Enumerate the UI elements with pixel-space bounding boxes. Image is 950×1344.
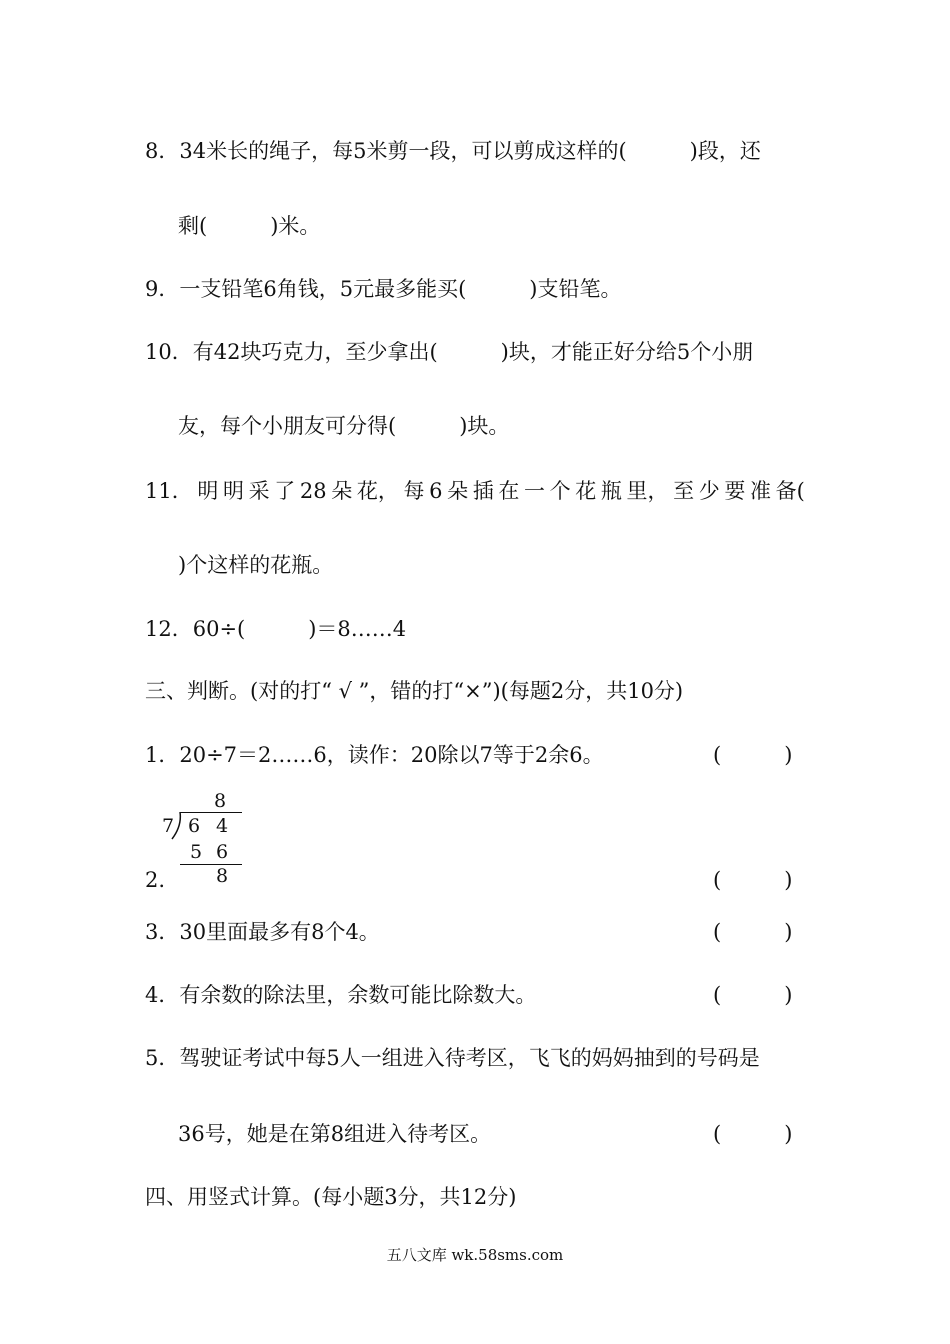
judge-question-5-line2: 36号，她是在第8组进入待考区。 [178,1122,492,1146]
q11-part: 朵 [331,479,353,503]
q11-part: 明 [197,479,219,503]
q11-part: 花， [356,479,399,503]
division-bar [180,812,242,813]
question-10-line2: 友，每个小朋友可分得( )块。 [178,414,510,438]
dividend-digit: 4 [216,815,229,837]
answer-paren-5[interactable]: ( ) [713,1122,793,1146]
q11-part: 采 [248,479,270,503]
q11-part: 一 [523,479,545,503]
q11-part: 备( [775,479,805,503]
judge-question-1: 1．20÷7＝2……6，读作：20除以7等于2余6。 [145,743,604,767]
q11-part: 朵 [447,479,469,503]
quotient-digit: 8 [214,790,227,812]
q11-part: 在 [498,479,520,503]
judge-question-2-label: 2. [145,868,166,892]
divisor-digit: 7 [162,815,175,837]
question-11-line1 [145,477,805,505]
dividend-digit: 6 [188,815,201,837]
remainder-digit: 8 [216,865,229,887]
question-8-line2: 剩( )米。 [178,214,321,238]
answer-paren-3[interactable]: ( ) [713,920,793,944]
question-9: 9．一支铅笔6角钱，5元最多能买( )支铅笔。 [145,277,622,301]
q11-part: 少 [698,479,720,503]
q11-part: 要 [724,479,746,503]
answer-paren-4[interactable]: ( ) [713,983,793,1007]
answer-paren-2[interactable]: ( ) [713,868,793,892]
judge-question-5-line1: 5．驾驶证考试中每5人一组进入待考区，飞飞的妈妈抽到的号码是 [145,1046,760,1070]
q11-part: 6 [429,479,443,503]
q11-part: 插 [472,479,494,503]
q11-part: 里， [626,479,669,503]
question-8-line1: 8．34米长的绳子，每5米剪一段，可以剪成这样的( )段，还 [145,139,761,163]
footer-source: 五八文库 wk.58sms.com [386,1246,564,1264]
division-bracket [168,812,184,840]
section-judge-heading: 三、判断。(对的打“ √ ”，错的打“×”)(每题2分，共10分) [145,679,684,703]
question-11-line2: )个这样的花瓶。 [178,553,334,577]
q11-part: 至 [673,479,695,503]
judge-question-4: 4．有余数的除法里，余数可能比除数大。 [145,983,537,1007]
q11-part: 明 [222,479,244,503]
product-digit: 5 [190,841,203,863]
q11-part: 准 [749,479,771,503]
q11-part: 28 [299,479,327,503]
q11-part: 瓶 [600,479,622,503]
q11-part: 11． [145,479,193,503]
answer-paren-1[interactable]: ( ) [713,743,793,767]
question-12: 12．60÷( )＝8……4 [145,617,407,641]
long-division-figure [160,790,250,890]
product-digit: 6 [216,841,229,863]
section-vertical-heading: 四、用竖式计算。(每小题3分，共12分) [145,1185,517,1209]
q11-part: 个 [549,479,571,503]
q11-part: 了 [274,479,296,503]
subtraction-bar [180,864,242,865]
judge-question-3: 3．30里面最多有8个4。 [145,920,380,944]
q11-part: 花 [575,479,597,503]
question-10-line1: 10．有42块巧克力，至少拿出( )块，才能正好分给5个小朋 [145,340,754,364]
q11-part: 每 [403,479,425,503]
